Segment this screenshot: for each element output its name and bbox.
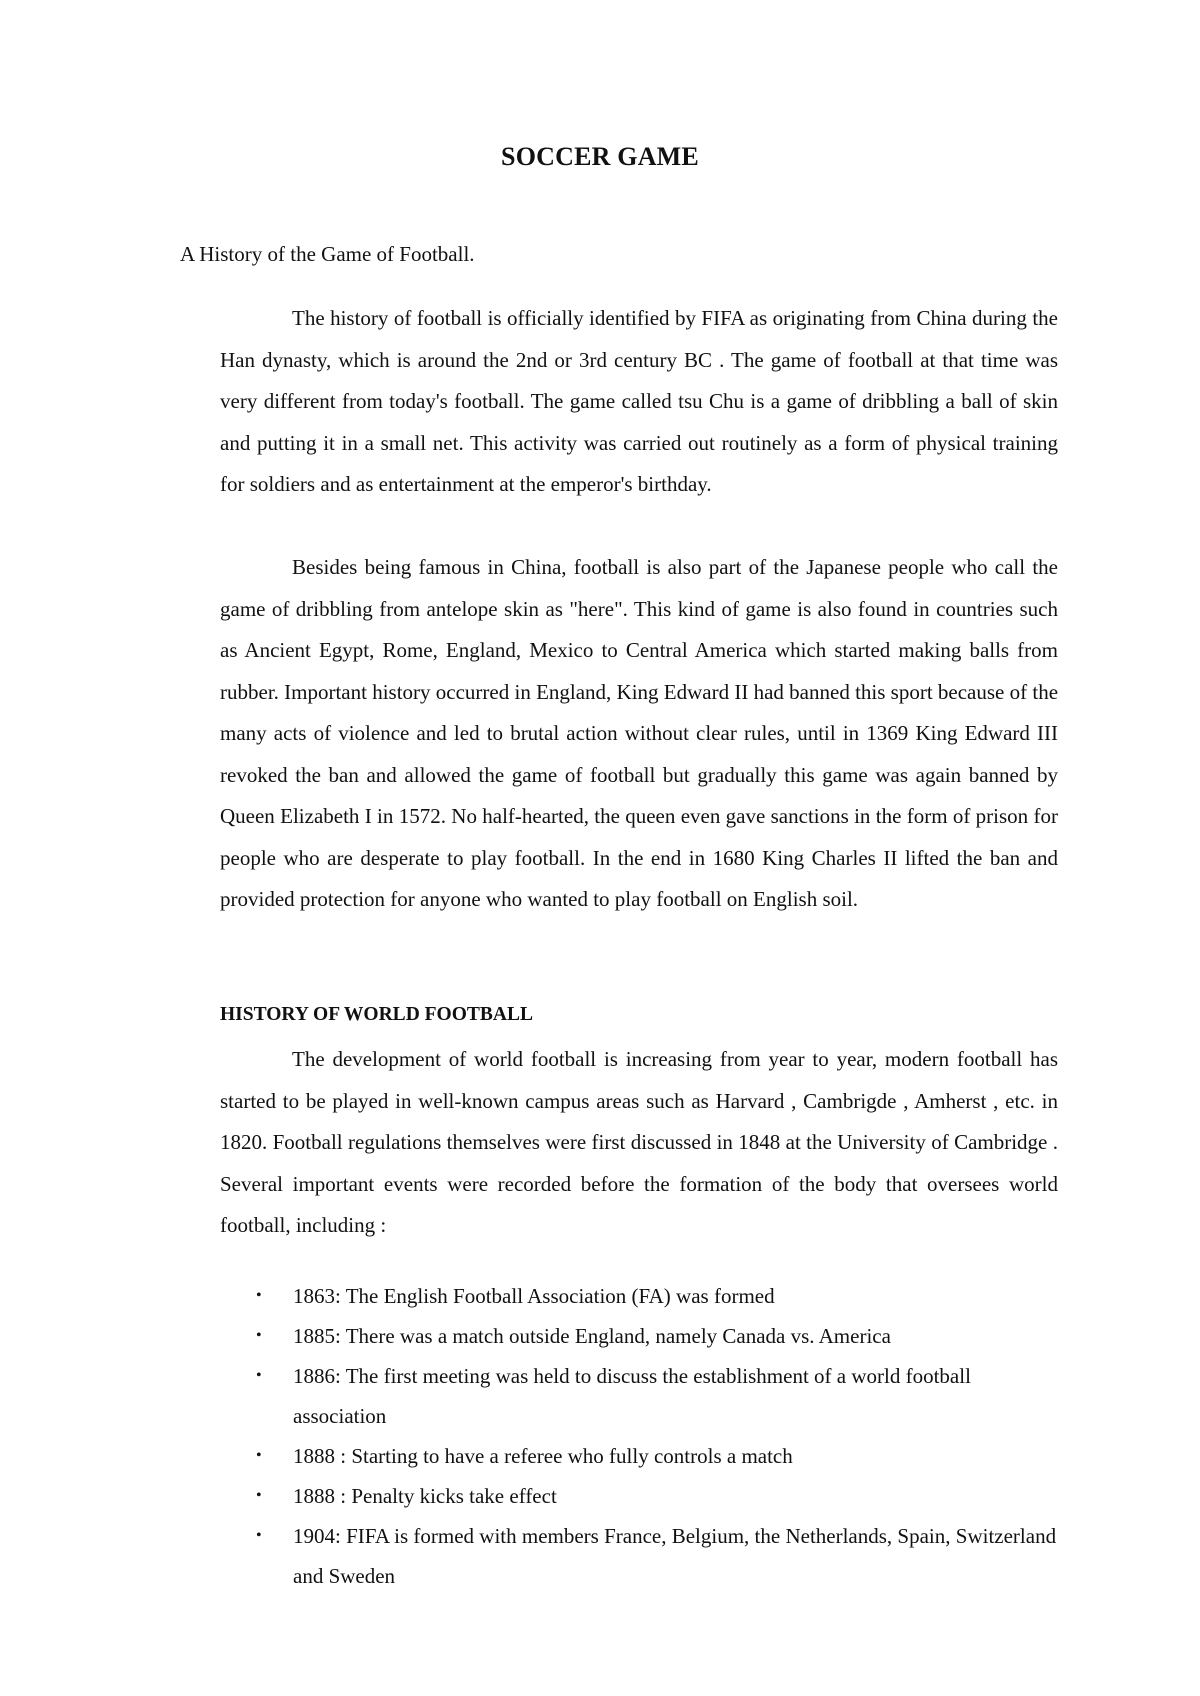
bullet-icon: • (256, 1487, 262, 1504)
paragraph-japan-england: Besides being famous in China, football is also part of the Japanese people who call the game of dribbling from antelope skin as "here". This kind of game is also found in countries such as Ancient Egypt, Rome, England, Mexico to Central America which started making balls from rubber. Important history occurred in England, King Edward II had banned this sport because of the many acts of violence and led to brutal action without clear rules, until in 1369 King Edward III revoked the ban and allowed the game of football but gradually this game was again banned by Queen Elizabeth I in 1572. No half-hearted, the queen even gave sanctions in the form of prison for people who are desperate to play football. In the end in 1680 King Charles II lifted the ban and provided protection for anyone who wanted to play football on English soil. (220, 555, 1059, 911)
list-item (220, 1476, 1060, 1516)
events-list (220, 1276, 1060, 1596)
list-item-text: 1888 : Penalty kicks take effect (293, 1484, 557, 1508)
bullet-icon: • (256, 1367, 262, 1384)
list-item (220, 1356, 1060, 1436)
list-item-text: 1904: FIFA is formed with members France, Belgium, the Netherlands, Spain, Switzerland and Sweden (293, 1524, 1057, 1588)
bullet-icon: • (256, 1447, 262, 1464)
list-item-text: 1885: There was a match outside England, namely Canada vs. America (293, 1324, 891, 1348)
paragraph-world-football: The development of world football is increasing from year to year, modern football has started to be played in well-known campus areas such as Harvard , Cambrigde , Amherst , etc. in 1820. Football regulations themselves were first discussed in 1848 at the University of Cambridge . Several important events were recorded before the formation of the body that oversees world football, including : (220, 1047, 1058, 1237)
bullet-icon: • (256, 1527, 262, 1544)
list-item (220, 1516, 1060, 1596)
bullet-icon: • (256, 1287, 262, 1304)
list-item (220, 1316, 1060, 1356)
list-item-text: 1888 : Starting to have a referee who fully controls a match (293, 1444, 793, 1468)
list-item (220, 1436, 1060, 1476)
list-item (220, 1276, 1060, 1316)
list-item-text: 1863: The English Football Association (FA) was formed (293, 1284, 775, 1308)
section-heading: HISTORY OF WORLD FOOTBALL (220, 1004, 533, 1025)
paragraph-china-origin: The history of football is officially identified by FIFA as originating from China during the Han dynasty, which is around the 2nd or 3rd century BC . The game of football at that time was very different from today's football. The game called tsu Chu is a game of dribbling a ball of skin and putting it in a small net. This activity was carried out routinely as a form of physical training for soldiers and as entertainment at the emperor's birthday. (220, 306, 1058, 496)
bullet-icon: • (256, 1327, 262, 1344)
document-subtitle: A History of the Game of Football. (180, 242, 475, 266)
document-title: SOCCER GAME (501, 142, 699, 171)
list-item-text: 1886: The first meeting was held to discuss the establishment of a world football association (293, 1364, 971, 1428)
